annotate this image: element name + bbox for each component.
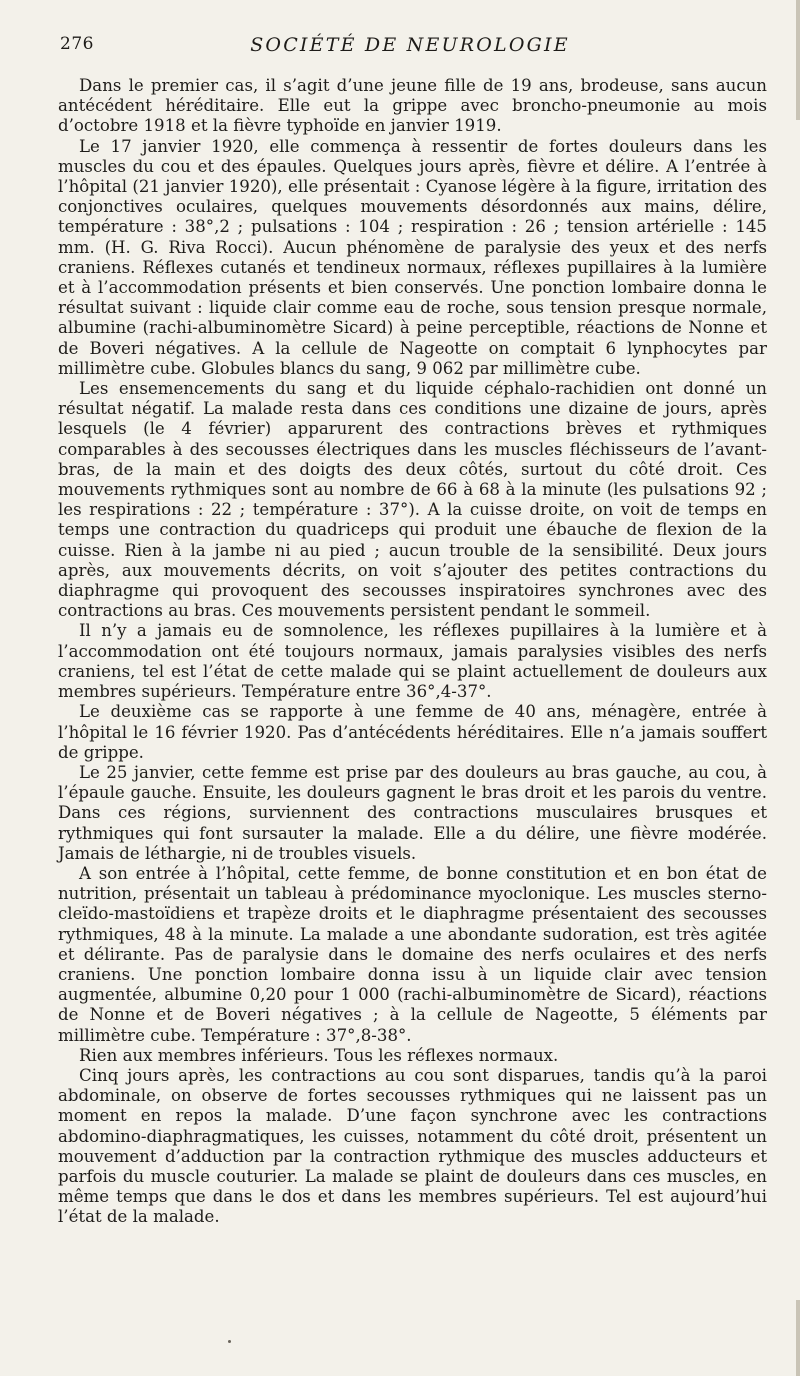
print-speck — [228, 1340, 231, 1343]
paragraph: Le 25 janvier, cette femme est prise par des douleurs au bras gauche, au cou, à l’épaule gauche. Ensuite, les douleurs gagnent le bras droit et les parois du ventre. Dans ces régions, surviennent des contractions musculaires brusques et rythmiques qui font sursauter la malade. Elle a du délire, une fièvre modérée. Jamais de léthargie, ni de troubles visuels. — [58, 762, 767, 863]
running-title: SOCIÉTÉ DE NEUROLOGIE — [250, 34, 570, 56]
paragraph: A son entrée à l’hôpital, cette femme, de bonne constitution et en bon état de nutrition, présentait un tableau à prédominance myoclonique. Les muscles sterno-cleïdo-mastoïdiens et trapèze droits et le diaphragme présentaient des secousses rythmiques, 48 à la minute. La malade a une abondante sudoration, est très agitée et délirante. Pas de paralysie dans le domaine des nerfs oculaires et des nerfs craniens. Une ponction lombaire donna issu à un liquide clair avec tension augmentée, albumine 0,20 pour 1 000 (rachi-albuminomètre de Sicard), réactions de Nonne et de Boveri négatives ; à la cellule de Nageotte, 5 éléments par millimètre cube. Température : 37°,8-38°. — [58, 863, 767, 1045]
paragraph: Rien aux membres inférieurs. Tous les réflexes normaux. — [79, 1045, 559, 1065]
paragraph: Il n’y a jamais eu de somnolence, les réflexes pupillaires à la lumière et à l’accommodation ont été toujours normaux, jamais paralysies visibles des nerfs craniens, tel est l’état de cette malade qui se plaint actuellement de douleurs aux membres supérieurs. Température entre 36°,4-37°. — [58, 621, 767, 702]
article-body — [58, 76, 767, 1228]
paragraph: Cinq jours après, les contractions au cou sont disparues, tandis qu’à la paroi abdominale, on observe de fortes secousses rythmiques qui ne laissent pas un moment en repos la malade. D’une façon synchrone avec les contractions abdomino-diaphragmatiques, les cuisses, notamment du côté droit, présentent un mouvement d’adduction par la contraction rythmique des muscles adducteurs et parfois du muscle couturier. La malade se plaint de douleurs dans ces muscles, en même temps que dans le dos et dans les membres supérieurs. Tel est aujourd’hui l’état de la malade. — [58, 1065, 767, 1227]
paragraph: Les ensemencements du sang et du liquide céphalo-rachidien ont donné un résultat négatif. La malade resta dans ces conditions une dizaine de jours, après lesquels (le 4 février) apparurent des contractions brèves et rythmiques comparables à des secousses électriques dans les muscles fléchisseurs de l’avant-bras, de la main et des doigts des deux côtés, surtout du côté droit. Ces mouvements rythmiques sont au nombre de 66 à 68 à la minute (les pulsations 92 ; les respirations : 22 ; température : 37°). A la cuisse droite, on voit de temps en temps une contraction du quadriceps qui produit une ébauche de flexion de la cuisse. Rien à la jambe ni au pied ; aucun trouble de la sensibilité. Deux jours après, aux mouvements décrits, on voit s’ajouter des petites contractions du diaphragme qui provoquent des secousses inspiratoires synchrones avec des contractions au bras. Ces mouvements persistent pendant le sommeil. — [58, 379, 767, 621]
page-number: 276 — [60, 34, 94, 54]
paragraph: Le deuxième cas se rapporte à une femme de 40 ans, ménagère, entrée à l’hôpital le 16 février 1920. Pas d’antécédents héréditaires. Elle n’a jamais souffert de grippe. — [58, 702, 767, 762]
paragraph: Dans le premier cas, il s’agit d’une jeune fille de 19 ans, brodeuse, sans aucun antécédent héréditaire. Elle eut la grippe avec broncho-pneumonie au mois d’octobre 1918 et la fièvre typhoïde en janvier 1919. — [58, 76, 767, 136]
paragraph: Le 17 janvier 1920, elle commença à ressentir de fortes douleurs dans les muscles du cou et des épaules. Quelques jours après, fièvre et délire. A l’entrée à l’hôpital (21 janvier 1920), elle présentait : Cyanose légère à la figure, irritation des conjonctives oculaires, quelques mouvements désordonnés aux mains, délire, température : 38°,2 ; pulsations : 104 ; respiration : 26 ; tension artérielle : 145 mm. (H. G. Riva Rocci). Aucun phénomène de paralysie des yeux et des nerfs craniens. Réflexes cutanés et tendineux normaux, réflexes pupillaires à la lumière et à l’accommodation présents et bien conservés. Une ponction lombaire donna le résultat suivant : liquide clair comme eau de roche, sous tension presque normale, albumine (rachi-albuminomètre Sicard) à peine perceptible, réactions de Nonne et de Boveri négatives. A la cellule de Nageotte on comptait 6 lynphocytes par millimètre cube. Globules blancs du sang, 9 062 par millimètre cube. — [58, 136, 767, 378]
page-edge-shadow — [796, 1300, 800, 1376]
page-header — [60, 34, 760, 64]
page-edge-shadow — [796, 0, 800, 120]
